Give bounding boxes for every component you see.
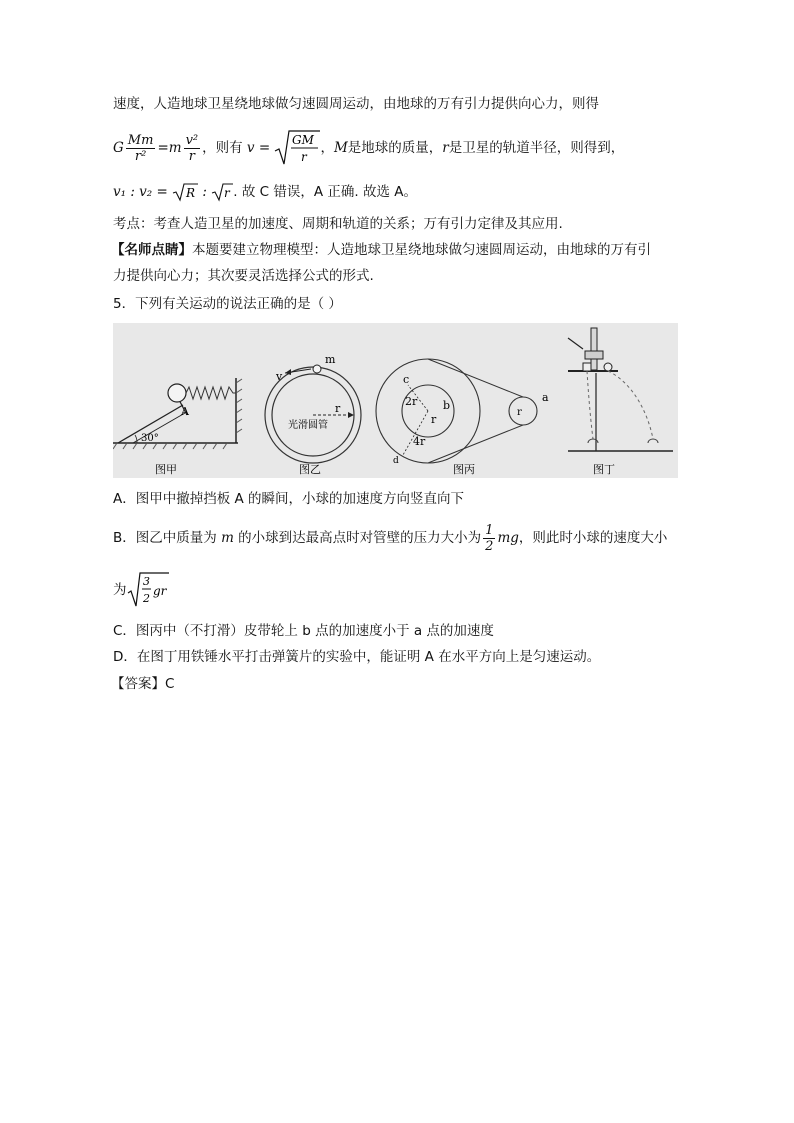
question-5: 5．下列有关运动的说法正确的是（ ） [113,296,342,312]
mingshi-text: 本题要建立物理模型：人造地球卫星绕地球做匀速圆周运动，由地球的万有引 [192,242,651,258]
option-b-suffix: ，则此时小球的速度大小 [518,530,668,546]
figure-svg [113,323,678,478]
figure-yi [265,353,361,476]
option-b: B．图乙中质量为 m 的小球到达最高点时对管壁的压力大小为 $\frac{1}{2}$ mg，则此时小球的速度大小 [113,522,668,554]
formula-g-symbol: G [113,140,124,156]
formula-fraction-v2-r: $\frac{\text{v²}}{r}$ [185,132,199,164]
option-b-middle: 的小球到达最高点时对管壁的压力大小为 [233,530,482,546]
formula-sqrt-gm-r [274,129,320,167]
svg-text:gr: gr [152,584,166,598]
option-b-cont [113,570,169,610]
option-d: D．在图丁用铁锤水平打击弹簧片的实验中，能证明 A 在水平方向上是匀速运动。 [113,649,601,665]
formula-sqrt-R [172,182,198,202]
label-c-4r: 4r [413,435,426,448]
caption-yi: 图乙 [299,463,321,476]
mingshi-line [111,241,651,259]
mingshi-line-2: 力提供向心力；其次要灵活选择公式的形式. [113,268,374,284]
option-b-sqrt-3-2-gr [127,571,169,609]
answer: 【答案】C [111,676,175,692]
physics-figure [113,323,678,478]
label-c-c: c [403,373,410,386]
svg-text:R: R [186,186,196,200]
label-c-2r: 2r [405,395,418,408]
svg-text:2: 2 [142,592,150,605]
option-b-m: m [221,530,234,546]
label-c-b: b [443,399,451,412]
text-line-1: 速度，人造地球卫星绕地球做匀速圆周运动，由地球的万有引力提供向心力，则得 [113,96,599,112]
formula-line-ratio: v₁ : v₂ = R : r . 故 C 错误，A 正确. 故选 A。 [113,184,417,200]
svg-text:r: r [224,186,230,200]
figure-ding [568,328,673,476]
label-b-r: r [335,402,341,415]
option-c: C．图丙中（不打滑）皮带轮上 b 点的加速度小于 a 点的加速度 [113,623,494,639]
label-a-A: A [181,405,189,418]
caption-ding: 图丁 [593,463,615,476]
option-b-wei: 为 [113,582,127,598]
label-c-d: d [393,456,399,466]
label-c-a: a [542,391,549,404]
label-angle-30: 30° [141,433,159,444]
formula-v-ratio: v₁ : v₂ = [113,184,173,200]
label-b-v: v [276,370,283,383]
option-b-prefix: B．图乙中质量为 [113,530,222,546]
label-b-m: m [325,353,336,366]
label-c-r: r [431,413,437,426]
formula-line-gravity: G $\frac{Mm}{\text{r²}}$ =m $\frac{\text{v²}}{r}$ ，则有 v = GM r ，M是地球的质量，r是卫星的轨道半径，则得到， [113,128,624,168]
kaodian-line: 考点：考查人造卫星的加速度、周期和轨道的关系；万有引力定律及其应用. [113,216,563,232]
figure-jia [113,378,242,476]
svg-text:3: 3 [142,575,150,588]
option-a: A．图甲中撤掉挡板 A 的瞬间，小球的加速度方向竖直向下 [113,491,465,507]
formula-text-orbit-radius: 是卫星的轨道半径，则得到， [448,140,625,156]
formula-m-symbol: M [333,140,348,156]
caption-bing: 图丙 [453,463,475,476]
formula-conclusion: . 故 C 错误，A 正确. 故选 A。 [233,184,417,200]
label-c-r2: r [517,407,522,418]
mingshi-tag: 【名师点睛】 [111,242,192,258]
caption-jia: 图甲 [155,463,177,476]
formula-text-comma: ， [320,140,334,156]
formula-r-symbol: r [442,140,449,156]
label-b-tube: 光滑圆管 [288,420,328,431]
option-b-fraction-half: $\frac{1}{2}$ [485,522,494,554]
svg-text:GM: GM [292,133,315,147]
formula-text-earth-mass: 是地球的质量， [347,140,443,156]
formula-text-then: ，则有 [202,140,243,156]
figure-bing [376,359,549,476]
svg-text:r: r [301,150,308,164]
formula-sqrt-r [211,182,233,202]
formula-fraction-mm-r2: $\frac{Mm}{\text{r²}}$ [127,132,154,164]
